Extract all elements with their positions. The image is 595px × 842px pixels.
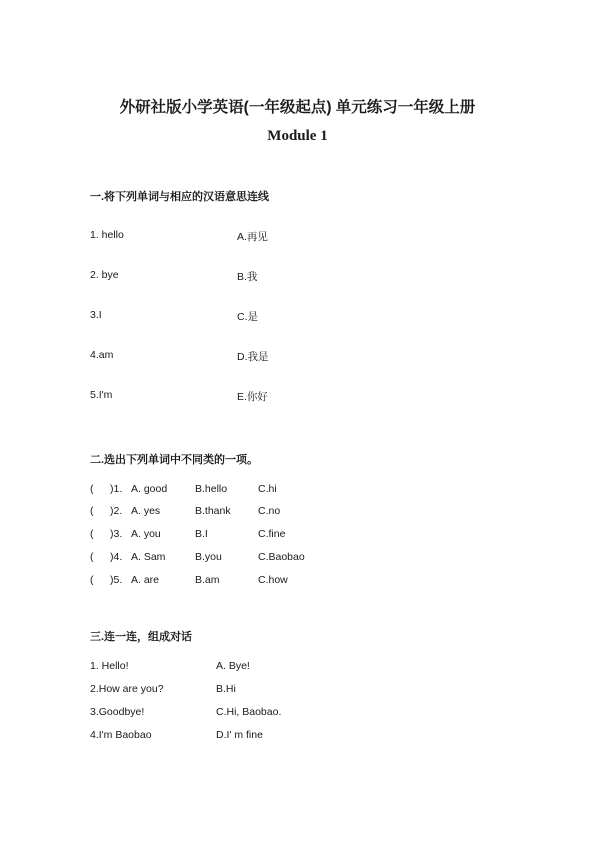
s3-right-item-a: A. Bye! <box>216 660 250 672</box>
s2-option-1a: A. good <box>131 483 168 495</box>
page-title: 外研社版小学英语(一年级起点) 单元练习一年级上册 <box>119 99 476 116</box>
s1-left-item-4: 4.am <box>90 349 114 361</box>
s3-right-item-d: D.I' m fine <box>216 729 263 741</box>
s2-option-1b: B.hello <box>195 483 228 495</box>
section1-heading: 一.将下列单词与相应的汉语意思连线 <box>90 191 270 203</box>
s2-paren-2: ( <box>90 505 94 517</box>
s3-right-item-c: C.Hi, Baobao. <box>216 706 282 718</box>
s1-left-item-5: 5.I'm <box>90 389 113 401</box>
s1-left-item-3: 3.I <box>90 309 102 321</box>
s2-num-3: )3. <box>110 528 123 540</box>
s2-paren-4: ( <box>90 551 94 563</box>
s2-option-4a: A. Sam <box>131 551 166 563</box>
s2-paren-1: ( <box>90 483 94 495</box>
s3-left-item-3: 3.Goodbye! <box>90 706 145 718</box>
s2-num-1: )1. <box>110 483 123 495</box>
s2-paren-3: ( <box>90 528 94 540</box>
s3-right-item-b: B.Hi <box>216 683 236 695</box>
s2-option-5b: B.am <box>195 574 220 586</box>
s2-option-5a: A. are <box>131 574 160 586</box>
section2-heading: 二.选出下列单词中不同类的一项。 <box>90 454 259 466</box>
s2-option-2b: B.thank <box>195 505 231 517</box>
s2-option-4b: B.you <box>195 551 222 563</box>
s1-right-item-a: A.再见 <box>237 231 268 243</box>
s2-num-2: )2. <box>110 505 123 517</box>
s2-num-4: )4. <box>110 551 123 563</box>
s2-option-1c: C.hi <box>258 483 277 495</box>
page-subtitle: Module 1 <box>267 128 328 144</box>
s1-right-item-e: E.你好 <box>237 391 268 403</box>
s2-paren-5: ( <box>90 574 94 586</box>
s2-option-4c: C.Baobao <box>258 551 305 563</box>
s3-left-item-2: 2.How are you? <box>90 683 164 695</box>
s2-option-3c: C.fine <box>258 528 286 540</box>
s2-option-2a: A. yes <box>131 505 161 517</box>
s1-right-item-c: C.是 <box>237 311 258 323</box>
s2-option-3a: A. you <box>131 528 161 540</box>
s2-num-5: )5. <box>110 574 123 586</box>
s1-right-item-d: D.我是 <box>237 351 269 363</box>
s1-right-item-b: B.我 <box>237 271 258 283</box>
s2-option-3b: B.I <box>195 528 208 540</box>
s1-left-item-2: 2. bye <box>90 269 119 281</box>
s3-left-item-1: 1. Hello! <box>90 660 129 672</box>
s2-option-2c: C.no <box>258 505 281 517</box>
s1-left-item-1: 1. hello <box>90 229 124 241</box>
section3-heading: 三.连一连，组成对话 <box>90 631 193 643</box>
s2-option-5c: C.how <box>258 574 288 586</box>
s3-left-item-4: 4.I'm Baobao <box>90 729 152 741</box>
